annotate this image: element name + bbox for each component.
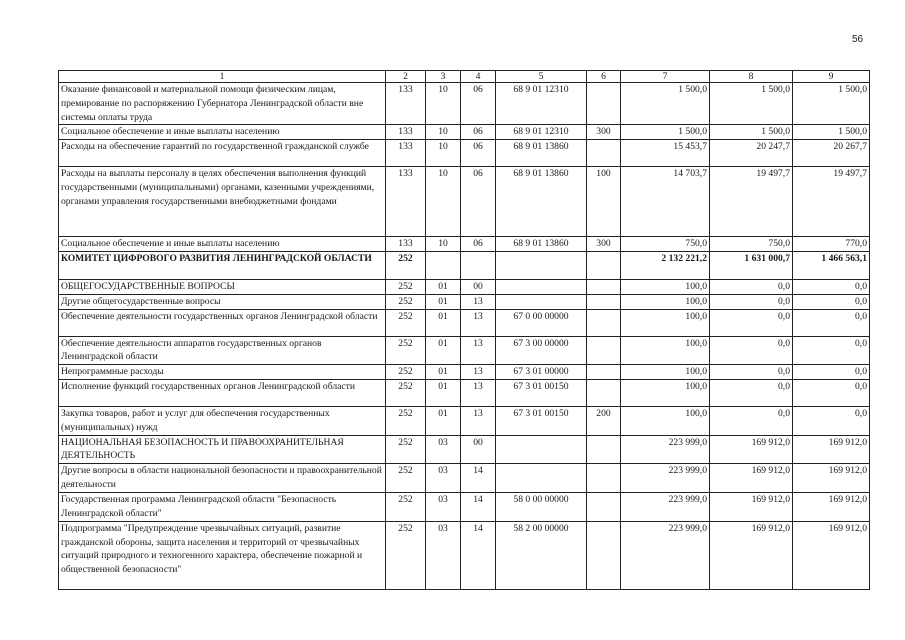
- table-row: [59, 379, 870, 406]
- cell-expense-type: 300: [587, 237, 621, 252]
- cell-subsection: 14: [461, 492, 496, 521]
- cell-subsection: 14: [461, 464, 496, 493]
- table-row: [59, 309, 870, 336]
- table-row: [59, 294, 870, 309]
- row-name: Государственная программа Ленинградской области "Безопасность Ленинградской области": [59, 492, 386, 521]
- cell-section: 01: [426, 379, 461, 406]
- cell-subsection: 13: [461, 294, 496, 309]
- cell-expense-type: [587, 294, 621, 309]
- cell-ministry: 252: [386, 251, 426, 279]
- cell-ministry: 252: [386, 406, 426, 435]
- cell-subsection: 00: [461, 279, 496, 294]
- row-name: НАЦИОНАЛЬНАЯ БЕЗОПАСНОСТЬ И ПРАВООХРАНИТЕЛЬНАЯ ДЕЯТЕЛЬНОСТЬ: [59, 435, 386, 464]
- cell-amount-2: 0,0: [710, 279, 793, 294]
- cell-amount-3: 0,0: [793, 406, 870, 435]
- cell-target-article: [496, 251, 587, 279]
- table-row: [59, 406, 870, 435]
- cell-amount-2: 0,0: [710, 365, 793, 380]
- cell-amount-1: 223 999,0: [621, 492, 710, 521]
- row-name: КОМИТЕТ ЦИФРОВОГО РАЗВИТИЯ ЛЕНИНГРАДСКОЙ ОБЛАСТИ: [59, 251, 386, 279]
- row-name: Оказание финансовой и материальной помощи физическим лицам, премирование по распоряжению Губернатора Ленинградской области вне системы оплаты труда: [59, 83, 386, 125]
- cell-amount-1: 223 999,0: [621, 435, 710, 464]
- cell-amount-3: 0,0: [793, 279, 870, 294]
- cell-expense-type: [587, 336, 621, 365]
- table-row: [59, 464, 870, 493]
- cell-amount-3: 770,0: [793, 237, 870, 252]
- cell-expense-type: 300: [587, 125, 621, 140]
- cell-amount-1: 223 999,0: [621, 521, 710, 589]
- row-name: Закупка товаров, работ и услуг для обеспечения государственных (муниципальных) нужд: [59, 406, 386, 435]
- cell-target-article: [496, 435, 587, 464]
- cell-section: 10: [426, 167, 461, 237]
- column-header: 4: [461, 71, 496, 83]
- cell-amount-1: 1 500,0: [621, 125, 710, 140]
- cell-expense-type: [587, 83, 621, 125]
- cell-ministry: 133: [386, 167, 426, 237]
- cell-amount-1: 1 500,0: [621, 83, 710, 125]
- cell-target-article: 67 3 01 00000: [496, 365, 587, 380]
- cell-amount-3: 20 267,7: [793, 140, 870, 167]
- cell-target-article: [496, 294, 587, 309]
- table-row: [59, 521, 870, 589]
- cell-section: 03: [426, 435, 461, 464]
- cell-expense-type: [587, 140, 621, 167]
- cell-expense-type: [587, 379, 621, 406]
- cell-section: 10: [426, 83, 461, 125]
- cell-amount-2: 169 912,0: [710, 464, 793, 493]
- table-row: [59, 251, 870, 279]
- row-name: Социальное обеспечение и иные выплаты населению: [59, 237, 386, 252]
- cell-expense-type: [587, 251, 621, 279]
- cell-target-article: 67 3 01 00150: [496, 379, 587, 406]
- cell-amount-2: 0,0: [710, 294, 793, 309]
- cell-amount-3: 19 497,7: [793, 167, 870, 237]
- cell-section: [426, 251, 461, 279]
- cell-subsection: 06: [461, 83, 496, 125]
- cell-amount-2: 1 500,0: [710, 83, 793, 125]
- cell-amount-1: 100,0: [621, 336, 710, 365]
- cell-amount-3: 1 500,0: [793, 125, 870, 140]
- cell-target-article: 67 3 00 00000: [496, 336, 587, 365]
- cell-section: 01: [426, 365, 461, 380]
- cell-ministry: 252: [386, 309, 426, 336]
- cell-expense-type: [587, 279, 621, 294]
- cell-amount-1: 2 132 221,2: [621, 251, 710, 279]
- cell-amount-1: 223 999,0: [621, 464, 710, 493]
- cell-ministry: 252: [386, 294, 426, 309]
- cell-expense-type: 100: [587, 167, 621, 237]
- row-name: Обеспечение деятельности государственных органов Ленинградской области: [59, 309, 386, 336]
- row-name: Социальное обеспечение и иные выплаты населению: [59, 125, 386, 140]
- cell-amount-1: 100,0: [621, 406, 710, 435]
- column-header: 3: [426, 71, 461, 83]
- table-row: [59, 237, 870, 252]
- row-name: Непрограммные расходы: [59, 365, 386, 380]
- row-name: Подпрограмма "Предупреждение чрезвычайных ситуаций, развитие гражданской обороны, защита населения и территорий от чрезвычайных ситуаций природного и техногенного характера, обеспечение пожарной и общественной безопасности": [59, 521, 386, 589]
- cell-section: 01: [426, 309, 461, 336]
- cell-amount-2: 0,0: [710, 379, 793, 406]
- cell-subsection: 14: [461, 521, 496, 589]
- cell-ministry: 133: [386, 83, 426, 125]
- column-header: 1: [59, 71, 386, 83]
- cell-amount-2: 169 912,0: [710, 435, 793, 464]
- cell-target-article: [496, 279, 587, 294]
- row-name: Обеспечение деятельности аппаратов государственных органов Ленинградской области: [59, 336, 386, 365]
- cell-expense-type: [587, 365, 621, 380]
- cell-ministry: 252: [386, 379, 426, 406]
- cell-target-article: 67 0 00 00000: [496, 309, 587, 336]
- cell-section: 03: [426, 492, 461, 521]
- cell-amount-1: 15 453,7: [621, 140, 710, 167]
- row-name: Другие вопросы в области национальной безопасности и правоохранительной деятельности: [59, 464, 386, 493]
- cell-subsection: 13: [461, 406, 496, 435]
- cell-section: 01: [426, 336, 461, 365]
- cell-ministry: 133: [386, 237, 426, 252]
- cell-target-article: 68 9 01 13860: [496, 237, 587, 252]
- cell-amount-3: 0,0: [793, 294, 870, 309]
- cell-section: 01: [426, 294, 461, 309]
- table-row: [59, 167, 870, 237]
- table-row: [59, 365, 870, 380]
- cell-target-article: 68 9 01 12310: [496, 125, 587, 140]
- column-header: 9: [793, 71, 870, 83]
- cell-amount-2: 0,0: [710, 406, 793, 435]
- cell-section: 10: [426, 140, 461, 167]
- row-name: Исполнение функций государственных органов Ленинградской области: [59, 379, 386, 406]
- cell-section: 10: [426, 125, 461, 140]
- page-number: 56: [852, 34, 864, 45]
- cell-subsection: 06: [461, 237, 496, 252]
- cell-amount-2: 750,0: [710, 237, 793, 252]
- cell-subsection: 06: [461, 167, 496, 237]
- cell-subsection: [461, 251, 496, 279]
- cell-amount-2: 169 912,0: [710, 492, 793, 521]
- cell-ministry: 133: [386, 140, 426, 167]
- cell-ministry: 252: [386, 435, 426, 464]
- cell-amount-1: 100,0: [621, 309, 710, 336]
- cell-section: 10: [426, 237, 461, 252]
- cell-amount-2: 1 500,0: [710, 125, 793, 140]
- cell-amount-1: 100,0: [621, 365, 710, 380]
- cell-target-article: 58 2 00 00000: [496, 521, 587, 589]
- cell-amount-2: 0,0: [710, 336, 793, 365]
- cell-ministry: 252: [386, 365, 426, 380]
- cell-expense-type: [587, 435, 621, 464]
- cell-ministry: 252: [386, 464, 426, 493]
- cell-amount-3: 169 912,0: [793, 521, 870, 589]
- cell-amount-3: 0,0: [793, 379, 870, 406]
- table-row: [59, 125, 870, 140]
- cell-amount-3: 1 466 563,1: [793, 251, 870, 279]
- table-row: [59, 435, 870, 464]
- column-header: 2: [386, 71, 426, 83]
- cell-amount-2: 20 247,7: [710, 140, 793, 167]
- cell-amount-3: 169 912,0: [793, 435, 870, 464]
- budget-table: [58, 70, 870, 590]
- table-row: [59, 279, 870, 294]
- row-name: Другие общегосударственные вопросы: [59, 294, 386, 309]
- cell-ministry: 252: [386, 336, 426, 365]
- cell-expense-type: [587, 521, 621, 589]
- column-header: 8: [710, 71, 793, 83]
- cell-subsection: 06: [461, 140, 496, 167]
- cell-amount-2: 1 631 000,7: [710, 251, 793, 279]
- cell-target-article: 67 3 01 00150: [496, 406, 587, 435]
- cell-amount-1: 100,0: [621, 279, 710, 294]
- cell-amount-1: 14 703,7: [621, 167, 710, 237]
- table-row: [59, 336, 870, 365]
- cell-expense-type: [587, 309, 621, 336]
- row-name: ОБЩЕГОСУДАРСТВЕННЫЕ ВОПРОСЫ: [59, 279, 386, 294]
- row-name: Расходы на обеспечение гарантий по государственной гражданской службе: [59, 140, 386, 167]
- cell-ministry: 252: [386, 492, 426, 521]
- row-name: Расходы на выплаты персоналу в целях обеспечения выполнения функций государственными (муниципальными) органами, казенными учреждениями, органами управления государственными внебюджетными фондами: [59, 167, 386, 237]
- cell-subsection: 13: [461, 309, 496, 336]
- cell-subsection: 13: [461, 379, 496, 406]
- cell-subsection: 13: [461, 365, 496, 380]
- cell-expense-type: [587, 464, 621, 493]
- cell-amount-3: 169 912,0: [793, 492, 870, 521]
- cell-target-article: 68 9 01 13860: [496, 140, 587, 167]
- table-row: [59, 140, 870, 167]
- cell-section: 01: [426, 279, 461, 294]
- cell-amount-1: 100,0: [621, 379, 710, 406]
- cell-target-article: 68 9 01 13860: [496, 167, 587, 237]
- column-header: 6: [587, 71, 621, 83]
- cell-amount-2: 0,0: [710, 309, 793, 336]
- cell-amount-2: 169 912,0: [710, 521, 793, 589]
- cell-amount-3: 169 912,0: [793, 464, 870, 493]
- cell-expense-type: [587, 492, 621, 521]
- cell-target-article: [496, 464, 587, 493]
- cell-amount-1: 100,0: [621, 294, 710, 309]
- cell-amount-3: 1 500,0: [793, 83, 870, 125]
- cell-section: 03: [426, 521, 461, 589]
- table-row: [59, 83, 870, 125]
- cell-amount-2: 19 497,7: [710, 167, 793, 237]
- cell-subsection: 00: [461, 435, 496, 464]
- cell-section: 01: [426, 406, 461, 435]
- cell-amount-1: 750,0: [621, 237, 710, 252]
- cell-target-article: 58 0 00 00000: [496, 492, 587, 521]
- cell-target-article: 68 9 01 12310: [496, 83, 587, 125]
- table-header-row: [59, 71, 870, 83]
- cell-amount-3: 0,0: [793, 336, 870, 365]
- cell-subsection: 06: [461, 125, 496, 140]
- cell-ministry: 133: [386, 125, 426, 140]
- cell-amount-3: 0,0: [793, 365, 870, 380]
- cell-amount-3: 0,0: [793, 309, 870, 336]
- cell-ministry: 252: [386, 279, 426, 294]
- cell-ministry: 252: [386, 521, 426, 589]
- column-header: 7: [621, 71, 710, 83]
- table-row: [59, 492, 870, 521]
- cell-section: 03: [426, 464, 461, 493]
- cell-expense-type: 200: [587, 406, 621, 435]
- column-header: 5: [496, 71, 587, 83]
- cell-subsection: 13: [461, 336, 496, 365]
